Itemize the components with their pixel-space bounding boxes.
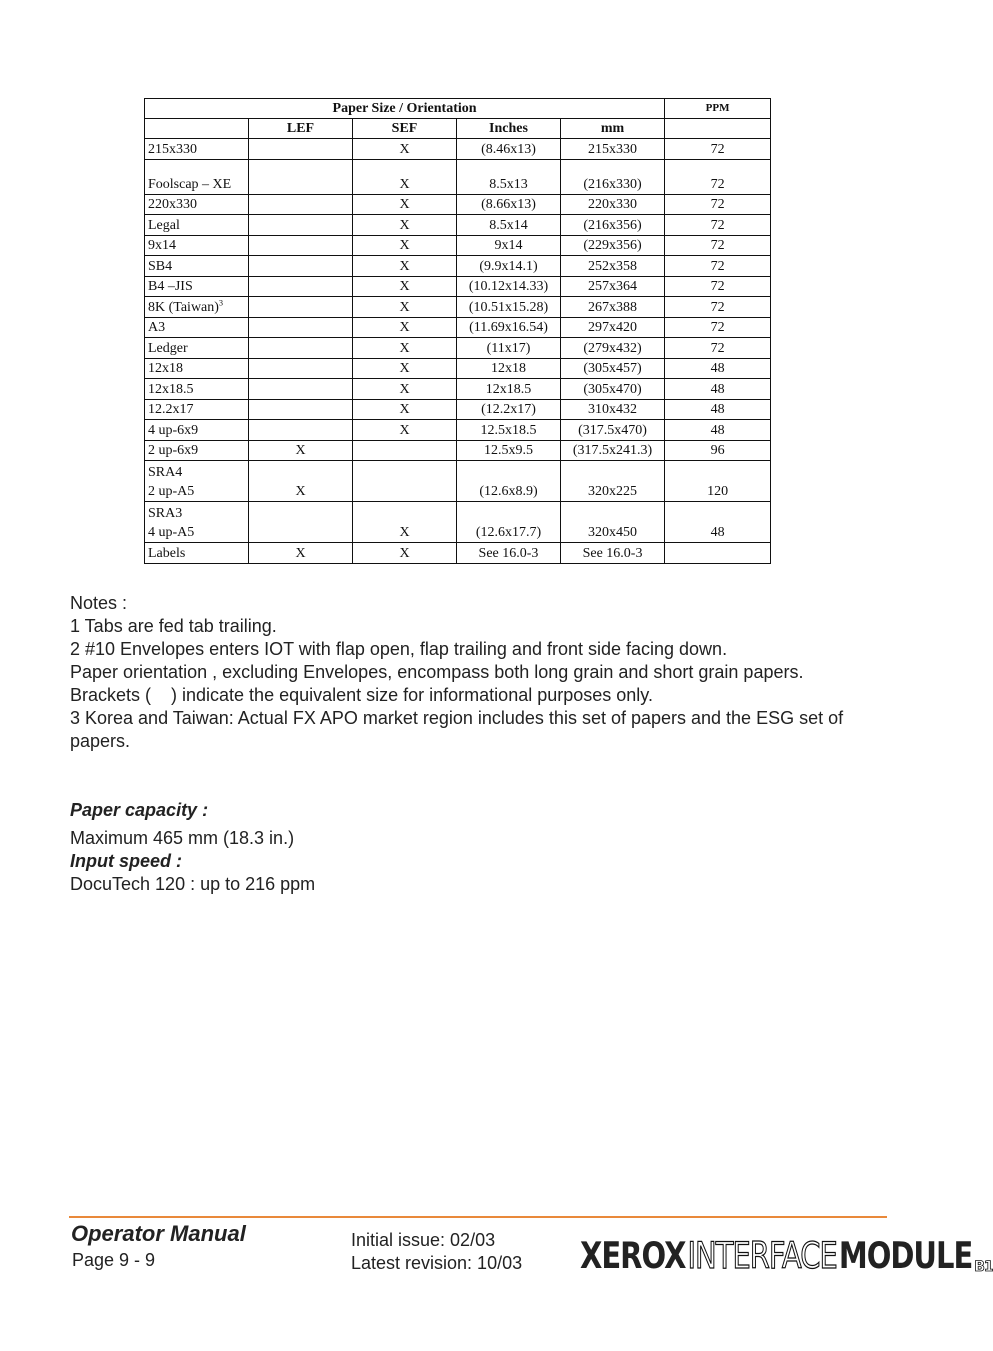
sef-cell (353, 276, 457, 297)
table-row (145, 317, 771, 338)
lef-cell (249, 139, 353, 160)
table-row (145, 276, 771, 297)
ppm-cell-text: 48 (710, 525, 725, 540)
table-group-header-row (145, 99, 771, 119)
column-header-mm: mm (561, 119, 665, 139)
lef-cell (249, 276, 353, 297)
inches-cell-text: 8.5x13 (489, 176, 528, 192)
paper-capacity-heading: Paper capacity : (70, 800, 209, 820)
column-header-ppm-blank (665, 119, 771, 139)
sef-cell (353, 440, 457, 461)
inches-cell (457, 399, 561, 420)
size-cell-text: 4 up-6x9 (148, 422, 199, 438)
inches-cell (457, 358, 561, 379)
sef-cell (353, 461, 457, 502)
sef-cell-text: X (399, 381, 410, 397)
mm-cell (561, 159, 665, 194)
inches-cell (457, 159, 561, 194)
ppm-cell-text: 96 (710, 443, 725, 458)
size-cell-text: 2 up-6x9 (148, 443, 199, 458)
mm-cell-text: (216x330) (583, 176, 642, 192)
size-cell-text: Labels (148, 545, 186, 561)
inches-cell (457, 256, 561, 277)
column-header-sef: SEF (353, 119, 457, 139)
sef-cell (353, 139, 457, 160)
notes-block (70, 592, 900, 753)
inches-cell-text: (9.9x14.1) (479, 258, 538, 274)
sef-cell-text: X (399, 320, 410, 335)
column-header-size (145, 119, 249, 139)
ppm-cell-text: 120 (707, 484, 729, 499)
lef-cell (249, 543, 353, 564)
inches-cell-text: 12.5x9.5 (484, 443, 533, 458)
sef-cell (353, 338, 457, 359)
size-cell-text: 215x330 (148, 141, 197, 157)
sef-cell (353, 256, 457, 277)
size-cell (145, 159, 249, 194)
notes-heading: Notes : (70, 593, 128, 613)
sef-cell-text: X (399, 141, 410, 157)
footer-page-number: Page 9 - 9 (72, 1250, 156, 1270)
size-cell (145, 399, 249, 420)
size-cell (145, 440, 249, 461)
ppm-cell (665, 194, 771, 215)
ppm-cell-text: 72 (710, 299, 725, 315)
table-row (145, 543, 771, 564)
ppm-cell-text: 72 (710, 238, 725, 253)
size-cell (145, 215, 249, 236)
size-cell-text: Foolscap – XE (148, 176, 232, 192)
mm-cell (561, 420, 665, 441)
input-speed-heading: Input speed : (70, 851, 182, 871)
mm-cell-text: (305x470) (583, 381, 642, 397)
sef-cell-text: X (399, 299, 410, 315)
inches-cell (457, 338, 561, 359)
table-row (145, 139, 771, 160)
inches-cell-text: 8.5x14 (489, 217, 528, 233)
sef-cell-text: X (399, 525, 410, 540)
mm-cell (561, 358, 665, 379)
size-cell-text: A3 (148, 320, 166, 335)
ppm-cell-text: 48 (710, 402, 725, 417)
table-row (145, 461, 771, 502)
inches-cell (457, 440, 561, 461)
sef-cell-text: X (399, 361, 410, 376)
lef-cell (249, 502, 353, 543)
sef-cell (353, 297, 457, 318)
inches-cell-text: See 16.0-3 (478, 545, 539, 561)
mm-cell-text: 252x358 (588, 258, 638, 274)
ppm-cell (665, 338, 771, 359)
inches-cell (457, 317, 561, 338)
mm-cell (561, 194, 665, 215)
inches-cell (457, 194, 561, 215)
sef-cell (353, 215, 457, 236)
size-cell (145, 358, 249, 379)
ppm-cell-text: 72 (710, 340, 725, 356)
ppm-cell-text: 48 (710, 422, 725, 438)
size-cell (145, 194, 249, 215)
sef-cell (353, 543, 457, 564)
paper-size-table (144, 98, 771, 564)
table-row (145, 297, 771, 318)
footer-issue-info (351, 1229, 522, 1275)
sef-cell (353, 379, 457, 400)
lef-cell (249, 461, 353, 502)
size-cell-text: Legal (148, 217, 180, 233)
sef-cell-text: X (399, 238, 410, 253)
mm-cell-text: (317.5x241.3) (572, 443, 653, 458)
sef-cell (353, 420, 457, 441)
size-cell-text: 9x14 (148, 238, 176, 253)
column-header-inches: Inches (457, 119, 561, 139)
size-cell-text: 12x18.5 (148, 381, 194, 397)
mm-cell-text: (229x356) (583, 238, 642, 253)
size-cell (145, 543, 249, 564)
table-row (145, 379, 771, 400)
table-row (145, 440, 771, 461)
paper-size-orientation-header: Paper Size / Orientation (145, 99, 665, 119)
sef-cell-text: X (399, 279, 410, 294)
inches-cell (457, 420, 561, 441)
sef-cell-text: X (399, 545, 410, 561)
note-2: 2 #10 Envelopes enters IOT with flap open, flap trailing and front side facing down. (70, 639, 728, 659)
lef-cell (249, 379, 353, 400)
footer-manual-title: Operator Manual (71, 1221, 246, 1246)
mm-cell (561, 543, 665, 564)
note-orientation: Paper orientation , excluding Envelopes, encompass both long grain and short grain papers. (70, 662, 804, 682)
inches-cell (457, 276, 561, 297)
mm-cell (561, 256, 665, 277)
logo-xerox: XEROX (580, 1234, 686, 1277)
size-cell (145, 379, 249, 400)
mm-cell (561, 235, 665, 256)
paper-capacity-text: Maximum 465 mm (18.3 in.) (70, 828, 295, 848)
ppm-cell (665, 461, 771, 502)
sef-cell-text: X (399, 402, 410, 417)
inches-cell-text: (10.12x14.33) (468, 279, 549, 294)
mm-cell (561, 399, 665, 420)
mm-cell (561, 338, 665, 359)
table-row (145, 420, 771, 441)
column-header-lef: LEF (249, 119, 353, 139)
mm-cell-text: 257x364 (588, 279, 638, 294)
size-line-1: SRA3 (148, 506, 183, 521)
logo-interface: INTERFACE (687, 1234, 837, 1277)
ppm-cell (665, 159, 771, 194)
lef-cell (249, 194, 353, 215)
mm-cell (561, 297, 665, 318)
lef-cell-text: X (295, 443, 306, 458)
inches-cell (457, 235, 561, 256)
lef-cell (249, 440, 353, 461)
inches-cell (457, 139, 561, 160)
mm-cell-text: (279x432) (583, 340, 642, 356)
mm-cell-text: (305x457) (583, 361, 642, 376)
input-speed-text: DocuTech 120 : up to 216 ppm (70, 874, 316, 894)
ppm-header: PPM (665, 99, 771, 119)
ppm-cell-text: 72 (710, 279, 725, 294)
sef-cell (353, 159, 457, 194)
ppm-cell (665, 139, 771, 160)
xerox-interface-module-logo (580, 1230, 993, 1277)
mm-cell (561, 276, 665, 297)
size-cell (145, 139, 249, 160)
table-row (145, 338, 771, 359)
ppm-cell (665, 440, 771, 461)
mm-cell (561, 502, 665, 543)
mm-cell-text: (216x356) (583, 217, 642, 233)
inches-cell (457, 379, 561, 400)
table-row (145, 399, 771, 420)
inches-cell-text: 9x14 (494, 238, 523, 253)
note-1: 1 Tabs are fed tab trailing. (70, 616, 277, 636)
ppm-cell-text: 72 (710, 320, 725, 335)
ppm-cell-text: 72 (710, 141, 725, 157)
table-row (145, 215, 771, 236)
mm-cell (561, 215, 665, 236)
table-row (145, 256, 771, 277)
lef-cell (249, 215, 353, 236)
lef-cell (249, 256, 353, 277)
sef-cell-text: X (399, 340, 410, 356)
mm-cell (561, 440, 665, 461)
ppm-cell (665, 297, 771, 318)
size-cell (145, 502, 249, 543)
footnote-marker: 3 (218, 297, 223, 307)
mm-cell (561, 461, 665, 502)
note-brackets: Brackets ( ) indicate the equivalent size for informational purposes only. (70, 685, 653, 705)
mm-cell-text: (317.5x470) (578, 422, 647, 438)
table-row (145, 159, 771, 194)
ppm-cell-text: 48 (710, 361, 725, 376)
lef-cell (249, 235, 353, 256)
lef-cell (249, 317, 353, 338)
lef-cell (249, 420, 353, 441)
size-line-2: 4 up-A5 (148, 525, 195, 540)
size-line-1: SRA4 (148, 465, 183, 480)
lef-cell (249, 338, 353, 359)
inches-cell-text: 12x18.5 (485, 381, 532, 397)
table-body (145, 139, 771, 564)
inches-cell-text: (12.2x17) (481, 402, 536, 417)
ppm-cell (665, 358, 771, 379)
inches-cell (457, 461, 561, 502)
sef-cell-text: X (399, 197, 410, 212)
sef-cell (353, 317, 457, 338)
sef-cell (353, 358, 457, 379)
inches-cell-text: (11x17) (486, 340, 531, 356)
mm-cell (561, 379, 665, 400)
inches-cell (457, 215, 561, 236)
inches-cell-text: 12.5x18.5 (480, 422, 537, 438)
ppm-cell (665, 317, 771, 338)
sef-cell-text: X (399, 422, 410, 438)
size-cell-text: 12.2x17 (148, 402, 194, 417)
lef-cell (249, 399, 353, 420)
mm-cell-text: 320x450 (588, 525, 638, 540)
sef-cell (353, 194, 457, 215)
mm-cell (561, 317, 665, 338)
inches-cell (457, 297, 561, 318)
ppm-cell (665, 256, 771, 277)
size-line-2: 2 up-A5 (148, 484, 195, 499)
inches-cell-text: (10.51x15.28) (468, 299, 549, 315)
lef-cell-text: X (295, 545, 306, 561)
mm-cell-text: 297x420 (588, 320, 638, 335)
size-cell-text: 220x330 (148, 197, 197, 212)
ppm-cell-text: 72 (710, 197, 725, 212)
size-cell-text: 8K (Taiwan) (148, 299, 219, 315)
note-3: 3 Korea and Taiwan: Actual FX APO market region includes this set of papers and the ESG set of papers. (70, 708, 844, 751)
ppm-cell (665, 379, 771, 400)
size-cell (145, 461, 249, 502)
ppm-cell (665, 543, 771, 564)
size-cell (145, 420, 249, 441)
size-cell (145, 338, 249, 359)
table-row (145, 194, 771, 215)
mm-cell-text: 220x330 (588, 197, 638, 212)
sef-cell (353, 399, 457, 420)
ppm-cell (665, 420, 771, 441)
lef-cell (249, 358, 353, 379)
inches-cell-text: 12x18 (491, 361, 526, 376)
logo-suffix: B1 (974, 1259, 993, 1275)
inches-cell-text: (8.46x13) (481, 141, 536, 157)
size-cell-text: SB4 (148, 258, 173, 274)
table-row (145, 235, 771, 256)
size-cell (145, 235, 249, 256)
sef-cell (353, 235, 457, 256)
inches-cell-text: (8.66x13) (481, 197, 536, 212)
inches-cell-text: (11.69x16.54) (469, 320, 548, 335)
ppm-cell (665, 215, 771, 236)
ppm-cell-text: 72 (710, 176, 725, 192)
ppm-cell (665, 276, 771, 297)
ppm-cell (665, 502, 771, 543)
ppm-cell (665, 399, 771, 420)
size-cell (145, 256, 249, 277)
lef-cell-text: X (295, 484, 306, 499)
ppm-cell-text: 72 (710, 258, 725, 274)
sef-cell-text: X (399, 258, 410, 274)
footer-initial-issue: Initial issue: 02/03 (351, 1230, 496, 1250)
size-cell-text: 12x18 (148, 361, 183, 376)
ppm-cell-text: 48 (710, 381, 725, 397)
table-row (145, 502, 771, 543)
size-cell-text: Ledger (148, 340, 188, 356)
lef-cell (249, 159, 353, 194)
mm-cell-text: 267x388 (588, 299, 638, 315)
ppm-cell-text: 72 (710, 217, 725, 233)
mm-cell-text: See 16.0-3 (582, 545, 643, 561)
footer-divider (69, 1216, 887, 1218)
inches-cell-text: (12.6x17.7) (475, 525, 542, 540)
mm-cell (561, 139, 665, 160)
inches-cell (457, 543, 561, 564)
inches-cell (457, 502, 561, 543)
sef-cell-text: X (399, 176, 410, 192)
table-row (145, 358, 771, 379)
mm-cell-text: 320x225 (588, 484, 638, 499)
mm-cell-text: 215x330 (588, 141, 638, 157)
size-cell (145, 317, 249, 338)
sef-cell-text: X (399, 217, 410, 233)
sef-cell (353, 502, 457, 543)
size-cell (145, 276, 249, 297)
logo-module: MODULE (838, 1234, 973, 1277)
lef-cell (249, 297, 353, 318)
ppm-cell (665, 235, 771, 256)
table-column-header-row (145, 119, 771, 139)
size-cell-text: B4 –JIS (148, 279, 193, 294)
footer-latest-revision: Latest revision: 10/03 (351, 1253, 523, 1273)
size-cell (145, 297, 249, 318)
mm-cell-text: 310x432 (588, 402, 638, 417)
inches-cell-text: (12.6x8.9) (479, 484, 538, 499)
